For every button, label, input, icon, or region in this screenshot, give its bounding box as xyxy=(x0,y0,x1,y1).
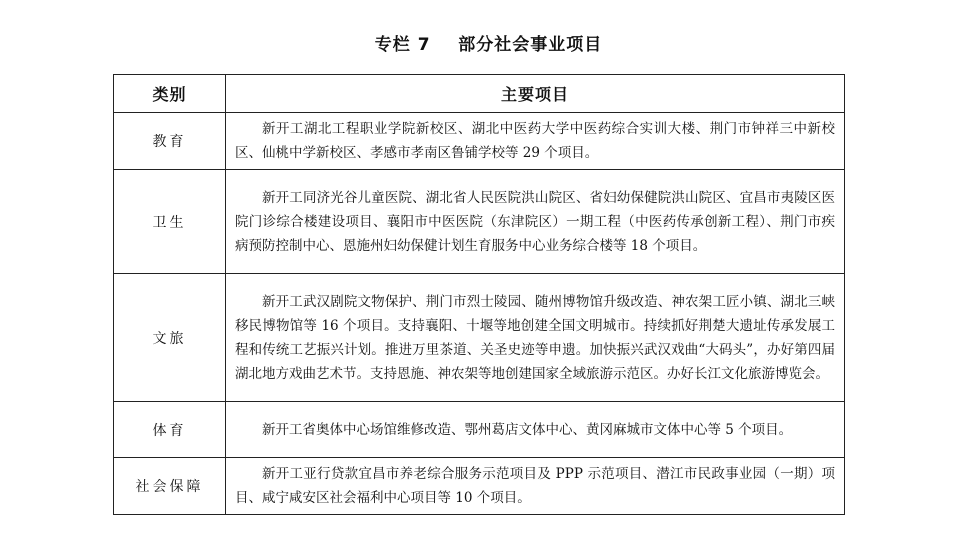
row-category: 体育 xyxy=(114,402,226,458)
row-category: 卫生 xyxy=(114,170,226,274)
table-row xyxy=(114,402,845,458)
table-header-row xyxy=(114,75,845,113)
table-row xyxy=(114,170,845,274)
header-category: 类别 xyxy=(114,75,226,113)
row-projects: 新开工亚行贷款宜昌市养老综合服务示范项目及 PPP 示范项目、潜江市民政事业园（一期）项目、咸宁咸安区社会福利中心项目等 10 个项目。 xyxy=(226,458,845,515)
header-projects: 主要项目 xyxy=(226,75,845,113)
row-projects: 新开工湖北工程职业学院新校区、湖北中医药大学中医药综合实训大楼、荆门市钟祥三中新校区、仙桃中学新校区、孝感市孝南区鲁铺学校等 29 个项目。 xyxy=(226,113,845,170)
table-row xyxy=(114,113,845,170)
row-projects: 新开工同济光谷儿童医院、湖北省人民医院洪山院区、省妇幼保健院洪山院区、宜昌市夷陵区医院门诊综合楼建设项目、襄阳市中医医院（东津院区）一期工程（中医药传承创新工程）、荆门市疾病预防控制中心、恩施州妇幼保健计划生育服务中心业务综合楼等 18 个项目。 xyxy=(226,170,845,274)
row-category: 社会保障 xyxy=(114,458,226,515)
row-projects: 新开工省奥体中心场馆维修改造、鄂州葛店文体中心、黄冈麻城市文体中心等 5 个项目。 xyxy=(226,402,845,458)
row-projects: 新开工武汉剧院文物保护、荆门市烈士陵园、随州博物馆升级改造、神农架工匠小镇、湖北三峡移民博物馆等 16 个项目。支持襄阳、十堰等地创建全国文明城市。持续抓好荆楚大遗址传承发展工程和传统工艺振兴计划。推进万里茶道、关圣史迹等申遗。加快振兴武汉戏曲“大码头”，办好第四届湖北地方戏曲艺术节。支持恩施、神农架等地创建国家全域旅游示范区。办好长江文化旅游博览会。 xyxy=(226,274,845,402)
table-row xyxy=(114,458,845,515)
projects-table xyxy=(113,74,845,515)
column-caption: 专栏 7 部分社会事业项目 xyxy=(374,35,603,55)
row-category: 文旅 xyxy=(114,274,226,402)
row-category: 教育 xyxy=(114,113,226,170)
table-row xyxy=(114,274,845,402)
